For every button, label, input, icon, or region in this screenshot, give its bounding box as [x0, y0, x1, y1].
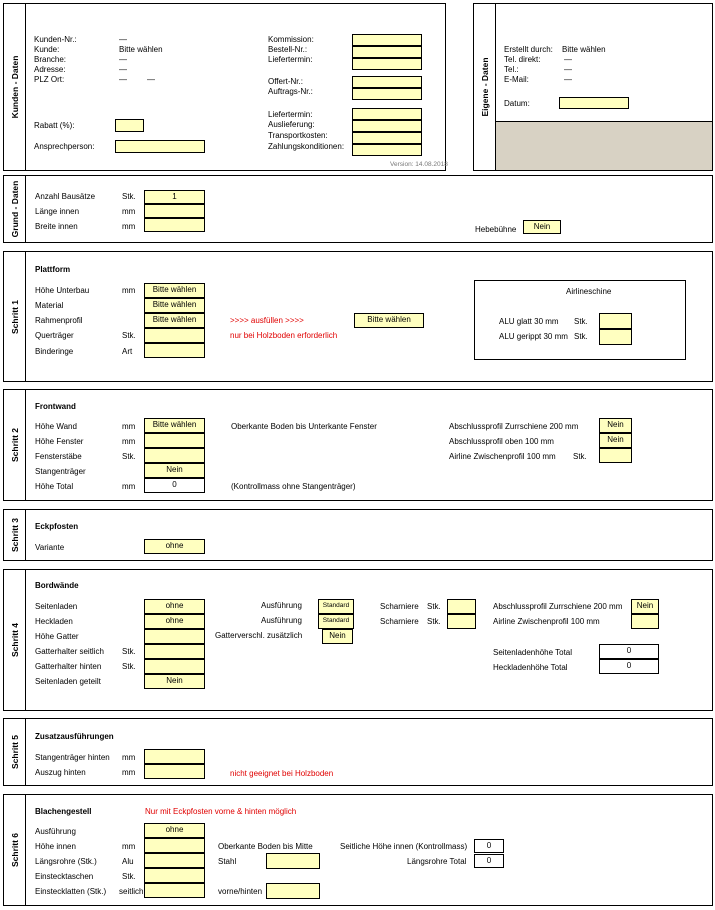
value-tel: — — [564, 65, 572, 74]
material-select[interactable]: Bitte wählen — [144, 298, 205, 313]
abschluss-select[interactable]: Nein — [631, 599, 659, 614]
unit-binder: Art — [122, 347, 133, 356]
label-stangen: Stangenträger — [35, 467, 86, 476]
variante-select[interactable]: ohne — [144, 539, 205, 554]
ausf-select[interactable]: ohne — [144, 823, 205, 838]
section-schritt5 — [3, 718, 713, 786]
latten-input[interactable] — [144, 883, 205, 898]
alu-gerippt-input[interactable] — [599, 329, 632, 345]
unit-laengs: Alu — [122, 857, 134, 866]
label-liefer2: Liefertermin: — [268, 110, 313, 119]
hoehe-unterbau-select[interactable]: Bitte wählen — [144, 283, 205, 298]
grey-area — [496, 121, 712, 170]
gatter-input[interactable] — [144, 629, 205, 644]
label-hoehe-unterbau: Höhe Unterbau — [35, 286, 90, 295]
section-schritt2 — [3, 389, 713, 501]
vorne-input[interactable] — [266, 883, 320, 899]
section-schritt3 — [3, 509, 713, 561]
seitl-value: 0 — [474, 839, 504, 853]
airline-box — [474, 280, 686, 360]
value-branche: — — [119, 55, 127, 64]
ausf1-select[interactable]: Standard — [318, 599, 354, 614]
gh-hint-input[interactable] — [144, 659, 205, 674]
unit-anzahl: Stk. — [122, 192, 136, 201]
value-tel-direkt: — — [564, 55, 572, 64]
unit-scharn2: Stk. — [427, 617, 441, 626]
label-airline-z: Airline Zwischenprofil 100 mm — [449, 452, 556, 461]
section-schritt6 — [3, 794, 713, 906]
title-frontwand: Frontwand — [35, 402, 76, 411]
title-eckpfosten: Eckpfosten — [35, 522, 79, 531]
label-datum: Datum: — [504, 99, 530, 108]
section-schritt4 — [3, 569, 713, 711]
label-zahlung: Zahlungskonditionen: — [268, 142, 345, 151]
seitenh-value: 0 — [599, 644, 659, 659]
note-holzboden: nur bei Holzboden erforderlich — [230, 331, 338, 340]
label-seiten: Seitenladen — [35, 602, 78, 611]
label-alu-glatt: ALU glatt 30 mm — [499, 317, 559, 326]
label-scharn1: Scharniere — [380, 602, 419, 611]
label-auszug: Auszug hinten — [35, 768, 86, 777]
auftrag-input[interactable] — [352, 88, 422, 100]
unit-hoehe-fenster: mm — [122, 437, 136, 446]
scharn2-input[interactable] — [447, 614, 476, 629]
label-stahl: Stahl — [218, 857, 237, 866]
unit-stangen-hinten: mm — [122, 753, 136, 762]
section-side-label: Schritt 5 — [4, 719, 26, 785]
value-adresse: — — [119, 65, 127, 74]
label-ausf: Ausführung — [35, 827, 76, 836]
section-eigene — [473, 3, 713, 171]
label-tel-direkt: Tel. direkt: — [504, 55, 541, 64]
ansprechperson-input[interactable] — [115, 140, 205, 153]
unit-latten: seitlich — [119, 887, 144, 896]
unit-alu-gerippt: Stk. — [574, 332, 588, 341]
section-side-label: Schritt 3 — [4, 510, 26, 560]
label-einsteck: Einstecktaschen — [35, 872, 94, 881]
section-side-label: Kunden - Daten — [4, 4, 26, 170]
label-rahmen: Rahmenprofil — [35, 316, 83, 325]
value-erstellt[interactable]: Bitte wählen — [562, 45, 606, 54]
label-abschluss-oben: Abschlussprofil oben 100 mm — [449, 437, 554, 446]
section-side-label: Schritt 4 — [4, 570, 26, 710]
hoehe-total-value: 0 — [144, 478, 205, 493]
hoehe-innen-input[interactable] — [144, 838, 205, 853]
section-side-label: Schritt 6 — [4, 795, 26, 905]
abschluss-oben-select[interactable]: Nein — [599, 433, 632, 448]
hoehe-wand-select[interactable]: Bitte wählen — [144, 418, 205, 433]
label-ausf2: Ausführung — [261, 616, 302, 625]
bestell-input[interactable] — [352, 46, 422, 58]
value-kunde[interactable]: Bitte wählen — [119, 45, 163, 54]
label-adresse: Adresse: — [34, 65, 66, 74]
section-kunden — [3, 3, 446, 171]
label-ausf1: Ausführung — [261, 601, 302, 610]
unit-hoehe-innen: mm — [122, 842, 136, 851]
label-hoehe-total: Höhe Total — [35, 482, 74, 491]
heckladen-select[interactable]: ohne — [144, 614, 205, 629]
label-auftrag: Auftrags-Nr.: — [268, 87, 313, 96]
unit-fensterstaebe: Stk. — [122, 452, 136, 461]
rahmen-select[interactable]: Bitte wählen — [144, 313, 205, 328]
offert-input[interactable] — [352, 76, 422, 88]
stangen-select[interactable]: Nein — [144, 463, 205, 478]
label-gh-seit: Gatterhalter seitlich — [35, 647, 104, 656]
label-laengs-total: Längsrohre Total — [407, 857, 467, 866]
title-blachengestell: Blachengestell — [35, 807, 92, 816]
label-liefer: Liefertermin: — [268, 55, 313, 64]
breite-input[interactable] — [144, 218, 205, 232]
label-oberkante: Oberkante Boden bis Mitte — [218, 842, 313, 851]
label-geteilt: Seitenladen geteilt — [35, 677, 101, 686]
seitenladen-select[interactable]: ohne — [144, 599, 205, 614]
unit-quer: Stk. — [122, 331, 136, 340]
transportkosten-input[interactable] — [352, 132, 422, 144]
hoehe-fenster-input[interactable] — [144, 433, 205, 448]
section-side-label: Schritt 1 — [4, 252, 26, 381]
note-ausfuellen: >>>> ausfüllen >>>> — [230, 316, 304, 325]
airline-z-input[interactable] — [599, 448, 632, 463]
airline-z-input[interactable] — [631, 614, 659, 629]
alu-glatt-input[interactable] — [599, 313, 632, 329]
stangen-hinten-input[interactable] — [144, 749, 205, 764]
label-hoehe-wand: Höhe Wand — [35, 422, 77, 431]
label-material: Material — [35, 301, 64, 310]
label-branche: Branche: — [34, 55, 67, 64]
note-eckpfosten: Nur mit Eckpfosten vorne & hinten möglich — [145, 807, 297, 816]
label-kundennr: Kunden-Nr.: — [34, 35, 77, 44]
unit-gh-seit: Stk. — [122, 647, 136, 656]
note-nicht-geeignet: nicht geeignet bei Holzboden — [230, 769, 334, 778]
laenge-input[interactable] — [144, 204, 205, 218]
label-anzahl: Anzahl Bausätze — [35, 192, 96, 201]
rabatt-input[interactable] — [115, 119, 144, 132]
laengs-total-value: 0 — [474, 854, 504, 868]
label-kommission: Kommission: — [268, 35, 314, 44]
label-gatter: Höhe Gatter — [35, 632, 79, 641]
label-variante: Variante — [35, 543, 65, 552]
title-zusatz: Zusatzausführungen — [35, 732, 114, 741]
unit-hoehe-total: mm — [122, 482, 136, 491]
label-alu-gerippt: ALU gerippt 30 mm — [499, 332, 568, 341]
value-email: — — [564, 75, 572, 84]
label-seitl: Seitliche Höhe innen (Kontrollmass) — [340, 842, 468, 851]
binder-input[interactable] — [144, 343, 205, 358]
label-breite: Breite innen — [35, 222, 78, 231]
laengs-input[interactable] — [144, 853, 205, 868]
einsteck-input[interactable] — [144, 868, 205, 883]
label-binder: Binderinge — [35, 347, 74, 356]
label-vorne: vorne/hinten — [218, 887, 263, 896]
unit-hoehe-unterbau: mm — [122, 286, 136, 295]
unit-auszug: mm — [122, 768, 136, 777]
ausf2-select[interactable]: Standard — [318, 614, 354, 629]
label-abschluss: Abschlussprofil Zurrschiene 200 mm — [493, 602, 623, 611]
unit-airline-z: Stk. — [573, 452, 587, 461]
label-transport: Transportkosten: — [268, 131, 328, 140]
abschluss-select[interactable]: Nein — [599, 418, 632, 433]
label-abschluss: Abschlussprofil Zurrschiene 200 mm — [449, 422, 579, 431]
title-plattform: Plattform — [35, 265, 71, 274]
quer-input[interactable] — [144, 328, 205, 343]
unit-alu-glatt: Stk. — [574, 317, 588, 326]
stahl-input[interactable] — [266, 853, 320, 869]
label-bestell: Bestell-Nr.: — [268, 45, 308, 54]
label-erstellt: Erstellt durch: — [504, 45, 553, 54]
section-grund — [3, 175, 713, 243]
label-laengs: Längsrohre (Stk.) — [35, 857, 97, 866]
label-seitenh: Seitenladenhöhe Total — [493, 648, 573, 657]
label-auslieferung: Auslieferung: — [268, 120, 315, 129]
label-gatterv: Gatterverschl. zusätzlich — [215, 631, 303, 640]
label-tel: Tel.: — [504, 65, 519, 74]
title-bordwaende: Bordwände — [35, 581, 79, 590]
note-oberkante: Oberkante Boden bis Unterkante Fenster — [231, 422, 377, 431]
label-email: E-Mail: — [504, 75, 529, 84]
gh-seit-input[interactable] — [144, 644, 205, 659]
ausfuellen-select[interactable]: Bitte wählen — [354, 313, 424, 328]
auslieferung-input[interactable] — [352, 120, 422, 132]
unit-laenge: mm — [122, 207, 136, 216]
label-hoehe-innen: Höhe innen — [35, 842, 76, 851]
label-hoehe-fenster: Höhe Fenster — [35, 437, 84, 446]
liefertermin2-input[interactable] — [352, 108, 422, 120]
label-quer: Querträger — [35, 331, 74, 340]
fensterstaebe-input[interactable] — [144, 448, 205, 463]
label-fensterstaebe: Fensterstäbe — [35, 452, 82, 461]
unit-einsteck: Stk. — [122, 872, 136, 881]
unit-gh-hint: Stk. — [122, 662, 136, 671]
datum-input[interactable] — [559, 97, 629, 109]
section-side-label: Schritt 2 — [4, 390, 26, 500]
label-heckh: Heckladenhöhe Total — [493, 663, 568, 672]
label-rabatt: Rabatt (%): — [34, 121, 75, 130]
zahlung-input[interactable] — [352, 144, 422, 156]
note-kontroll: (Kontrollmass ohne Stangenträger) — [231, 482, 356, 491]
label-kunde: Kunde: — [34, 45, 60, 54]
title-airline: Airlineschine — [566, 287, 612, 296]
section-side-label: Grund - Daten — [4, 176, 26, 242]
kommission-input[interactable] — [352, 34, 422, 46]
value-plz: — — [119, 75, 127, 84]
geteilt-select[interactable]: Nein — [144, 674, 205, 689]
hebebuehne-select[interactable]: Nein — [523, 220, 561, 234]
anzahl-input[interactable]: 1 — [144, 190, 205, 204]
label-laenge: Länge innen — [35, 207, 80, 216]
label-latten: Einstecklatten (Stk.) — [35, 887, 107, 896]
value-kundennr: — — [119, 35, 127, 44]
scharn1-input[interactable] — [447, 599, 476, 614]
unit-breite: mm — [122, 222, 136, 231]
label-offert: Offert-Nr.: — [268, 77, 303, 86]
value-ort: — — [147, 75, 155, 84]
unit-hoehe-wand: mm — [122, 422, 136, 431]
gatterv-select[interactable]: Nein — [322, 629, 353, 644]
section-schritt1 — [3, 251, 713, 382]
label-hebebuehne: Hebebühne — [475, 225, 517, 234]
version-text: Version: 14.08.2018 — [390, 161, 448, 168]
label-ansprech: Ansprechperson: — [34, 142, 95, 151]
heckh-value: 0 — [599, 659, 659, 674]
section-side-label: Eigene - Daten — [474, 4, 496, 170]
unit-scharn1: Stk. — [427, 602, 441, 611]
label-heck: Heckladen — [35, 617, 73, 626]
auszug-input[interactable] — [144, 764, 205, 779]
label-gh-hint: Gatterhalter hinten — [35, 662, 102, 671]
label-airline-z: Airline Zwischenprofil 100 mm — [493, 617, 600, 626]
label-plz: PLZ Ort: — [34, 75, 65, 84]
label-scharn2: Scharniere — [380, 617, 419, 626]
liefertermin-input[interactable] — [352, 58, 422, 70]
label-stangen-hinten: Stangenträger hinten — [35, 753, 110, 762]
